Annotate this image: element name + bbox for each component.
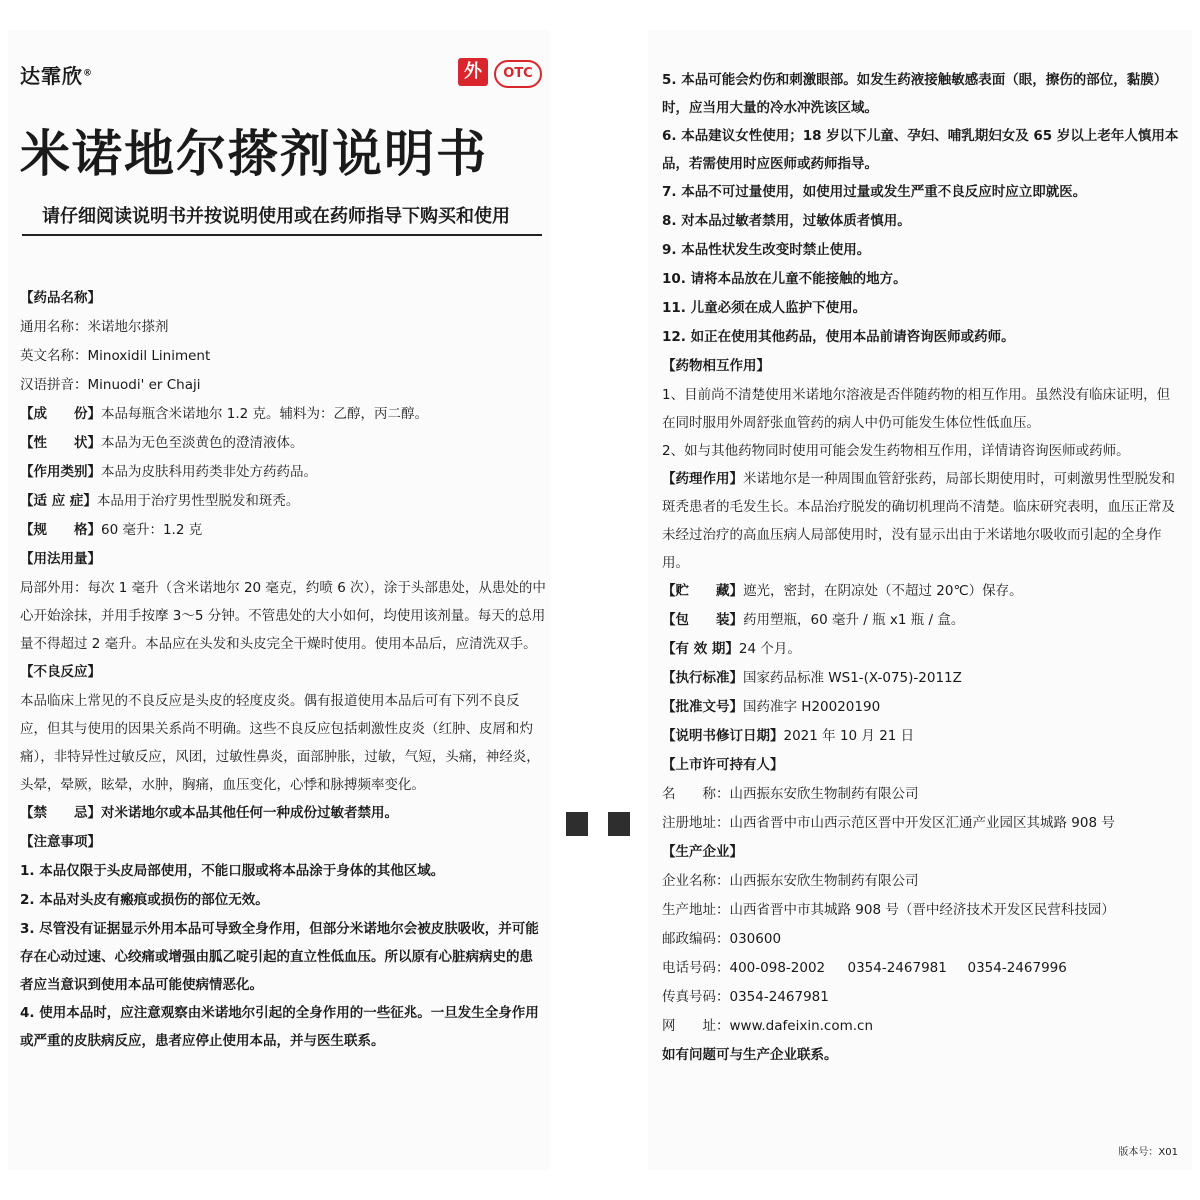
precaution-item: 2. 本品对头皮有瘢痕或损伤的部位无效。 <box>20 892 269 908</box>
version-number: 版本号：X01 <box>1118 1147 1178 1158</box>
package-row <box>662 606 1182 635</box>
storage-value: 遮光，密封，在阴凉处（不超过 20℃）保存。 <box>743 583 1023 599</box>
section-header-drug-name: 【药品名称】 <box>20 290 101 306</box>
pinyin-name: 汉语拼音：Minuodi' er Chaji <box>20 377 201 393</box>
contra-value: 对米诺地尔或本品其他任何一种成份过敏者禁用。 <box>101 805 398 821</box>
spec-label: 【规 格】 <box>20 522 101 538</box>
left-body <box>20 284 546 1055</box>
holder-address: 注册地址：山西省晋中市山西示范区晋中开发区汇通产业园区其城路 908 号 <box>662 815 1115 831</box>
precaution-item: 12. 如正在使用其他药品，使用本品前请咨询医师或药师。 <box>662 329 1015 345</box>
section-header-interaction: 【药物相互作用】 <box>662 358 770 374</box>
section-header-holder: 【上市许可持有人】 <box>662 757 784 773</box>
interaction-item: 1、目前尚不清楚使用米诺地尔溶液是否伴随药物的相互作用。虽然没有临床证明，但在同时服用外周舒张血管药的病人中仍可能发生体位性低血压。 <box>662 387 1171 431</box>
spec-row <box>20 516 546 545</box>
document-title: 米诺地尔搽剂说明书 <box>20 125 488 183</box>
precaution-item: 3. 尽管没有证据显示外用本品可导致全身作用，但部分米诺地尔会被皮肤吸收，并可能存在心动过速、心绞痛或增强由胍乙啶引起的直立性低血压。所以原有心脏病病史的患者应当意识到使用本品可能使病情恶化。 <box>20 921 539 993</box>
phone-number: 0354-2467981 <box>847 960 947 976</box>
precaution-item: 4. 使用本品时，应注意观察由米诺地尔引起的全身作用的一些征兆。一旦发生全身作用或严重的皮肤病反应，患者应停止使用本品，并与医生联系。 <box>20 1005 539 1049</box>
left-leaflet-page <box>8 30 550 1170</box>
pharmacology-value: 米诺地尔是一种周围血管舒张药，局部长期使用时，可刺激男性型脱发和斑秃患者的毛发生长。本品治疗脱发的确切机理尚不清楚。临床研究表明，血压正常及未经过治疗的高血压病人局部使用时，没有显示出由于米诺地尔吸收而引起的全身作用。 <box>662 471 1175 571</box>
precaution-item: 8. 对本品过敏者禁用，过敏体质者慎用。 <box>662 213 911 229</box>
package-value: 药用塑瓶，60 毫升 / 瓶 x1 瓶 / 盒。 <box>743 612 965 628</box>
spec-value: 60 毫升：1.2 克 <box>101 522 203 538</box>
usage-text: 局部外用：每次 1 毫升（含米诺地尔 20 毫克，约喷 6 次），涂于头部患处，从患处的中心开始涂抹，并用手按摩 3～5 分钟。不管患处的大小如何，均使用该剂量。每天的总用量不得超过 2 毫升。本品应在头发和头皮完全干燥时使用。使用本品后，应清洗双手。 <box>20 580 546 652</box>
indication-row <box>20 487 546 516</box>
precaution-item: 1. 本品仅限于头皮局部使用，不能口服或将本品涂于身体的其他区域。 <box>20 863 445 879</box>
fax-number: 传真号码：0354-2467981 <box>662 989 829 1005</box>
english-name: 英文名称：Minoxidil Liniment <box>20 348 211 364</box>
brand-logo <box>20 60 93 89</box>
ingredients-row <box>20 400 546 429</box>
revision-value: 2021 年 10 月 21 日 <box>783 728 915 744</box>
package-label: 【包 装】 <box>662 612 743 628</box>
phone-label: 电话号码： <box>662 960 730 976</box>
right-leaflet-page <box>648 30 1192 1170</box>
phone-number: 0354-2467996 <box>967 960 1067 976</box>
separator-square-left <box>566 812 588 836</box>
approval-value: 国药准字 H20020190 <box>743 699 881 715</box>
pharmacology-label: 【药理作用】 <box>662 471 743 487</box>
standard-label: 【执行标准】 <box>662 670 743 686</box>
precaution-item: 7. 本品不可过量使用，如使用过量或发生严重不良反应时应立即就医。 <box>662 184 1087 200</box>
right-body <box>662 66 1182 1070</box>
phone-row <box>662 954 1182 983</box>
precaution-item: 9. 本品性状发生改变时禁止使用。 <box>662 242 871 258</box>
production-address: 生产地址：山西省晋中市其城路 908 号（晋中经济技术开发区民营科技园） <box>662 902 1115 918</box>
category-label: 【作用类别】 <box>20 464 101 480</box>
otc-badge: OTC <box>494 60 542 88</box>
character-row <box>20 429 546 458</box>
storage-label: 【贮 藏】 <box>662 583 743 599</box>
revision-label: 【说明书修订日期】 <box>662 728 784 744</box>
interaction-item: 2、如与其他药物同时使用可能会发生药物相互作用，详情请咨询医师或药师。 <box>662 443 1130 459</box>
category-value: 本品为皮肤科用药类非处方药药品。 <box>101 464 317 480</box>
standard-row <box>662 664 1182 693</box>
ingredients-value: 本品每瓶含米诺地尔 1.2 克。辅料为：乙醇，丙二醇。 <box>101 406 429 422</box>
brand-name: 达霏欣 <box>20 64 83 88</box>
indication-label: 【适 应 症】 <box>20 493 97 509</box>
adverse-text: 本品临床上常见的不良反应是头皮的轻度皮炎。偶有报道使用本品后可有下列不良反应，但其与使用的因果关系尚不明确。这些不良反应包括刺激性皮炎（红肿、皮屑和灼痛），非特异性过敏反应，风团，过敏性鼻炎，面部肿胀，过敏，气短，头痛，神经炎，头晕，晕厥，眩晕，水肿，胸痛，血压变化，心悸和脉搏频率变化。 <box>20 693 540 793</box>
contra-label: 【禁 忌】 <box>20 805 101 821</box>
contact-note: 如有问题可与生产企业联系。 <box>662 1047 838 1063</box>
category-row <box>20 458 546 487</box>
section-header-precautions: 【注意事项】 <box>20 834 101 850</box>
section-header-adverse: 【不良反应】 <box>20 664 101 680</box>
phone-number: 400-098-2002 <box>729 960 826 976</box>
title-divider <box>22 234 542 236</box>
holder-name: 名 称：山西振东安欣生物制药有限公司 <box>662 786 919 802</box>
ingredients-label: 【成 份】 <box>20 406 101 422</box>
storage-row <box>662 577 1182 606</box>
precaution-item: 11. 儿童必须在成人监护下使用。 <box>662 300 867 316</box>
precaution-item: 5. 本品可能会灼伤和刺激眼部。如发生药液接触敏感表面（眼，擦伤的部位，黏膜）时，应当用大量的冷水冲洗该区域。 <box>662 72 1168 116</box>
section-header-manufacturer: 【生产企业】 <box>662 844 743 860</box>
registered-mark: ® <box>83 68 93 79</box>
separator-square-right <box>608 812 630 836</box>
precaution-item: 6. 本品建议女性使用；18 岁以下儿童、孕妇、哺乳期妇女及 65 岁以上老年人慎用本品，若需使用时应医师或药师指导。 <box>662 128 1179 172</box>
contraindication-row <box>20 799 546 828</box>
revision-row <box>662 722 1182 751</box>
section-header-usage: 【用法用量】 <box>20 551 101 567</box>
validity-label: 【有 效 期】 <box>662 641 739 657</box>
postal-code: 邮政编码：030600 <box>662 931 782 947</box>
generic-name: 通用名称：米诺地尔搽剂 <box>20 319 169 335</box>
validity-row <box>662 635 1182 664</box>
validity-value: 24 个月。 <box>738 641 801 657</box>
character-label: 【性 状】 <box>20 435 101 451</box>
document-subtitle: 请仔细阅读说明书并按说明使用或在药师指导下购买和使用 <box>42 206 510 227</box>
indication-value: 本品用于治疗男性型脱发和斑秃。 <box>96 493 300 509</box>
approval-row <box>662 693 1182 722</box>
external-use-badge: 外 <box>458 58 488 86</box>
website: 网 址：www.dafeixin.com.cn <box>662 1018 874 1034</box>
standard-value: 国家药品标准 WS1-(X-075)-2011Z <box>743 670 962 686</box>
character-value: 本品为无色至淡黄色的澄清液体。 <box>101 435 304 451</box>
precaution-item: 10. 请将本品放在儿童不能接触的地方。 <box>662 271 907 287</box>
pharmacology-row <box>662 465 1182 577</box>
approval-label: 【批准文号】 <box>662 699 743 715</box>
company-name: 企业名称：山西振东安欣生物制药有限公司 <box>662 873 919 889</box>
